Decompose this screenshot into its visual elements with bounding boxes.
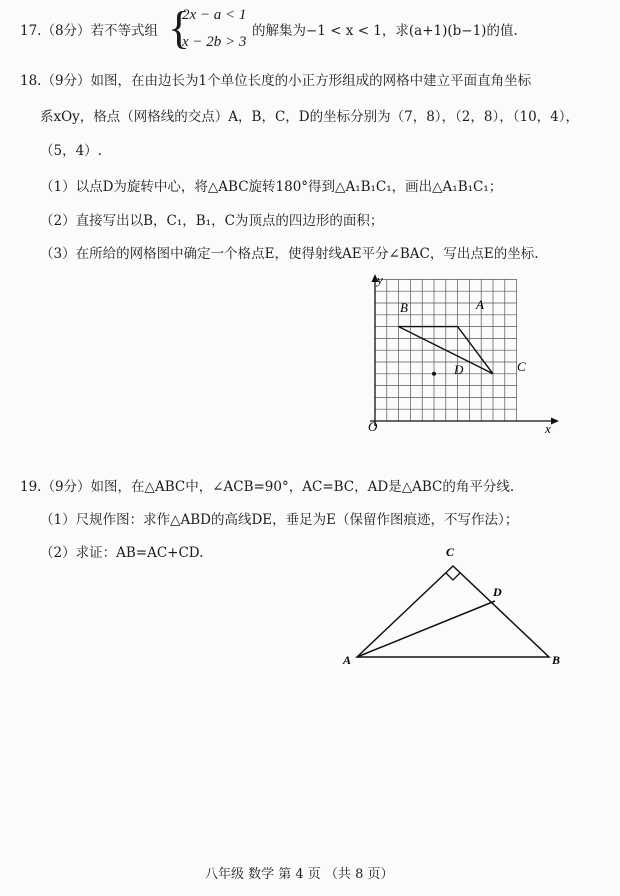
vertex-label-b: B <box>552 653 561 667</box>
point-label-b: B <box>400 300 408 315</box>
point-label-d: D <box>454 362 464 377</box>
q17-brace: { <box>168 2 191 53</box>
vertex-label-a: A <box>343 653 352 667</box>
q18-part-1: （1）以点D为旋转中心，将△ABC旋转180°得到△A₁B₁C₁，画出△A₁B₁C₁； <box>40 179 503 195</box>
point-label-c: C <box>517 359 526 374</box>
q18-part-3: （3）在所给的网格图中确定一个格点E，使得射线AE平分∠BAC，写出点E的坐标. <box>40 246 539 262</box>
q19-triangle-figure <box>335 540 575 675</box>
q19-part-2: （2）求证：AB=AC+CD. <box>40 545 204 561</box>
vertex-label-d: D <box>493 585 502 599</box>
q18-line-3: （5，4）. <box>40 143 102 159</box>
q17-inequality-2: x − 2b > 3 <box>182 34 247 50</box>
x-axis-arrow <box>551 418 559 425</box>
point-label-a: A <box>476 297 484 312</box>
q18-grid-figure <box>355 270 575 440</box>
y-axis-label: y <box>377 272 383 287</box>
q17-inequality-1: 2x − a < 1 <box>182 7 247 23</box>
q18-part-2: （2）直接写出以B，C₁，B₁，C为顶点的四边形的面积； <box>40 213 384 229</box>
point-d-dot <box>432 372 436 376</box>
origin-label: O <box>368 419 378 434</box>
page-footer: 八年级 数学 第 4 页 （共 8 页） <box>205 867 394 882</box>
x-axis-label: x <box>545 421 551 436</box>
segment-ad <box>357 601 495 657</box>
q19-line-1: 19.（9分）如图，在△ABC中，∠ACB=90°，AC=BC，AD是△ABC的角平分线. <box>20 479 515 495</box>
q19-part-1: （1）尺规作图：求作△ABD的高线DE，垂足为E（保留作图痕迹，不写作法）； <box>40 512 519 528</box>
q17-prefix: 17.（8分）若不等式组 <box>20 23 159 39</box>
q17-suffix: 的解集为−1 < x < 1，求(a+1)(b−1)的值. <box>252 23 518 39</box>
vertex-label-c: C <box>446 545 455 559</box>
right-angle-mark <box>446 573 460 580</box>
q18-line-1: 18.（9分）如图，在由边长为1个单位长度的小正方形组成的网格中建立平面直角坐标 <box>20 73 532 89</box>
q18-line-2: 系xOy，格点（网格线的交点）A，B，C，D的坐标分别为（7，8），（2，8），（10，4）， <box>40 109 580 125</box>
